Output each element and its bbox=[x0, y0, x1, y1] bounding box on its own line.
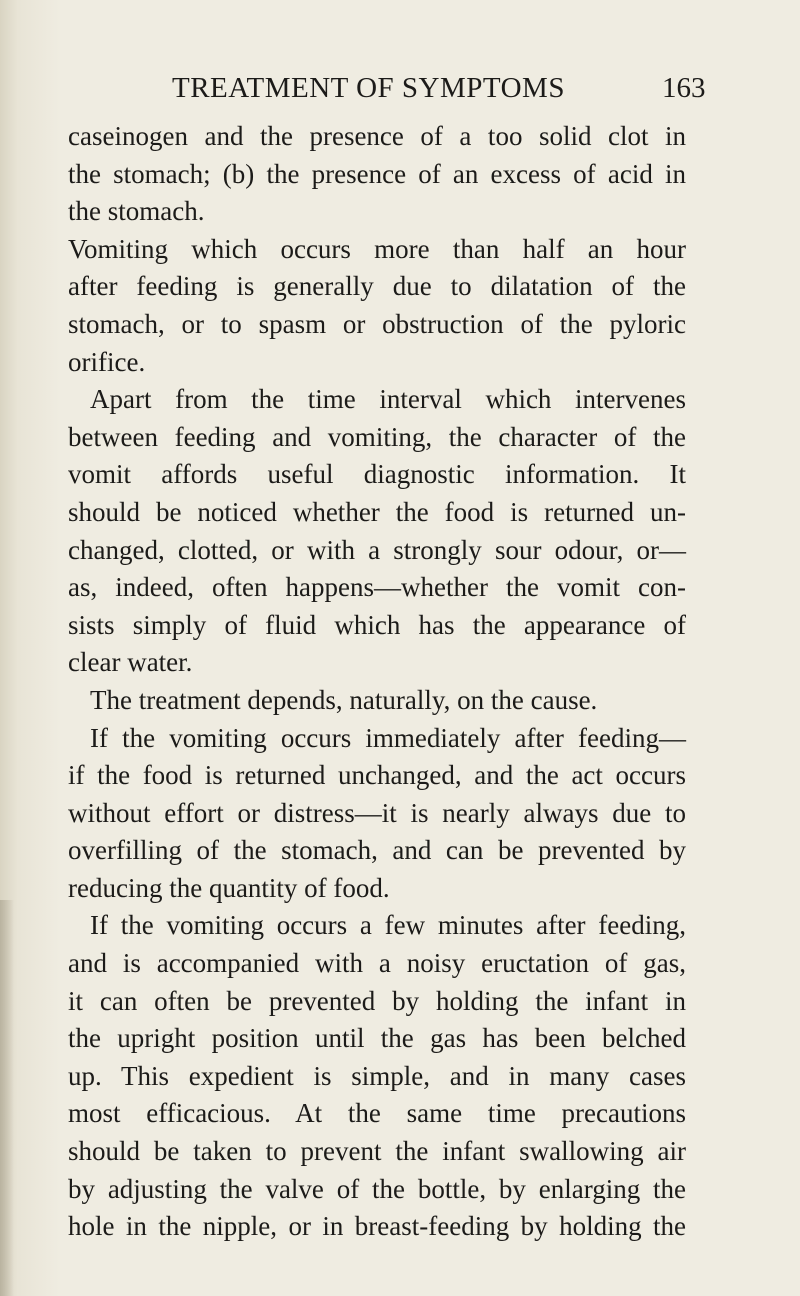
text-line: after feeding is generally due to dilatation of the bbox=[68, 271, 686, 302]
body-text bbox=[68, 118, 686, 1246]
text-line: caseinogen and the presence of a too solid clot in bbox=[68, 121, 686, 151]
text-line: and is accompanied with a noisy eructation of gas, bbox=[68, 948, 686, 979]
page-number: 163 bbox=[662, 72, 706, 104]
text-line: overfilling of the stomach, and can be prevented by bbox=[68, 835, 686, 866]
text-line: Apart from the time interval which intervenes bbox=[90, 384, 686, 415]
text-line: if the food is returned unchanged, and the act occurs bbox=[68, 760, 686, 791]
text-line: orifice. bbox=[68, 346, 146, 377]
running-title: TREATMENT OF SYMPTOMS bbox=[172, 72, 565, 104]
text-line: vomit affords useful diagnostic information. It bbox=[68, 459, 686, 490]
text-line: the stomach. bbox=[68, 196, 205, 227]
text-line: it can often be prevented by holding the infant in bbox=[68, 985, 686, 1016]
text-line: should be taken to prevent the infant swallowing air bbox=[68, 1136, 686, 1167]
text-line: stomach, or to spasm or obstruction of the pyloric bbox=[68, 308, 686, 339]
text-line: most efficacious. At the same time precautions bbox=[68, 1098, 686, 1129]
text-line: If the vomiting occurs immediately after feeding— bbox=[90, 722, 686, 753]
binding-shadow bbox=[0, 900, 14, 1296]
text-line: sists simply of fluid which has the appearance of bbox=[68, 609, 686, 640]
text-line: hole in the nipple, or in breast-feeding by holding the bbox=[68, 1211, 686, 1242]
text-line: up. This expedient is simple, and in many cases bbox=[68, 1060, 686, 1091]
text-line: by adjusting the valve of the bottle, by enlarging the bbox=[68, 1173, 686, 1204]
text-line: changed, clotted, or with a strongly sour odour, or— bbox=[68, 534, 686, 565]
running-head bbox=[0, 72, 800, 112]
text-line: the stomach; (b) the presence of an excess of acid in bbox=[68, 158, 686, 189]
text-line: between feeding and vomiting, the character of the bbox=[68, 421, 686, 452]
text-line: the upright position until the gas has been belched bbox=[68, 1023, 686, 1054]
text-line: as, indeed, often happens—whether the vomit con- bbox=[68, 572, 686, 603]
text-line: clear water. bbox=[68, 647, 193, 678]
text-line: should be noticed whether the food is returned un- bbox=[68, 496, 686, 527]
text-line: The treatment depends, naturally, on the cause. bbox=[90, 684, 598, 715]
text-line: Vomiting which occurs more than half an hour bbox=[68, 233, 686, 264]
text-line: If the vomiting occurs a few minutes after feeding, bbox=[90, 910, 686, 941]
text-line: reducing the quantity of food. bbox=[68, 872, 390, 903]
text-line: without effort or distress—it is nearly always due to bbox=[68, 797, 686, 828]
